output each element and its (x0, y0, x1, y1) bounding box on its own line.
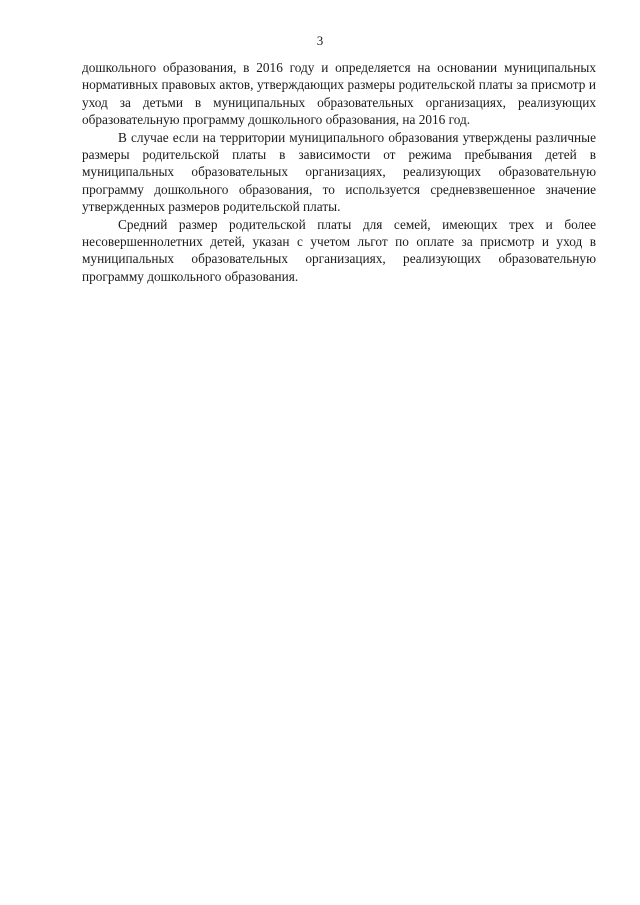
paragraph-large-families: Средний размер родительской платы для семей, имеющих трех и более несовершеннолетних детей, указан с учетом льгот по оплате за присмотр и уход в муниципальных образовательных организациях, реализующих образовательную программу дошкольного образования. (82, 216, 596, 284)
document-body (82, 59, 596, 285)
paragraph-continuation: дошкольного образования, в 2016 году и определяется на основании муниципальных нормативных правовых актов, утверждающих размеры родительской платы за присмотр и уход за детьми в муниципальных образовательных организациях, реализующих образовательную программу дошкольного образования, на 2016 год. (82, 60, 596, 128)
page-number: 3 (316, 33, 324, 48)
paragraph-weighted-average: В случае если на территории муниципального образования утверждены различные размеры родительской платы в зависимости от режима пребывания детей в муниципальных образовательных организациях, реализующих образовательную программу дошкольного образования, то используется средневзвешенное значение утвержденных размеров родительской платы. (82, 129, 596, 215)
